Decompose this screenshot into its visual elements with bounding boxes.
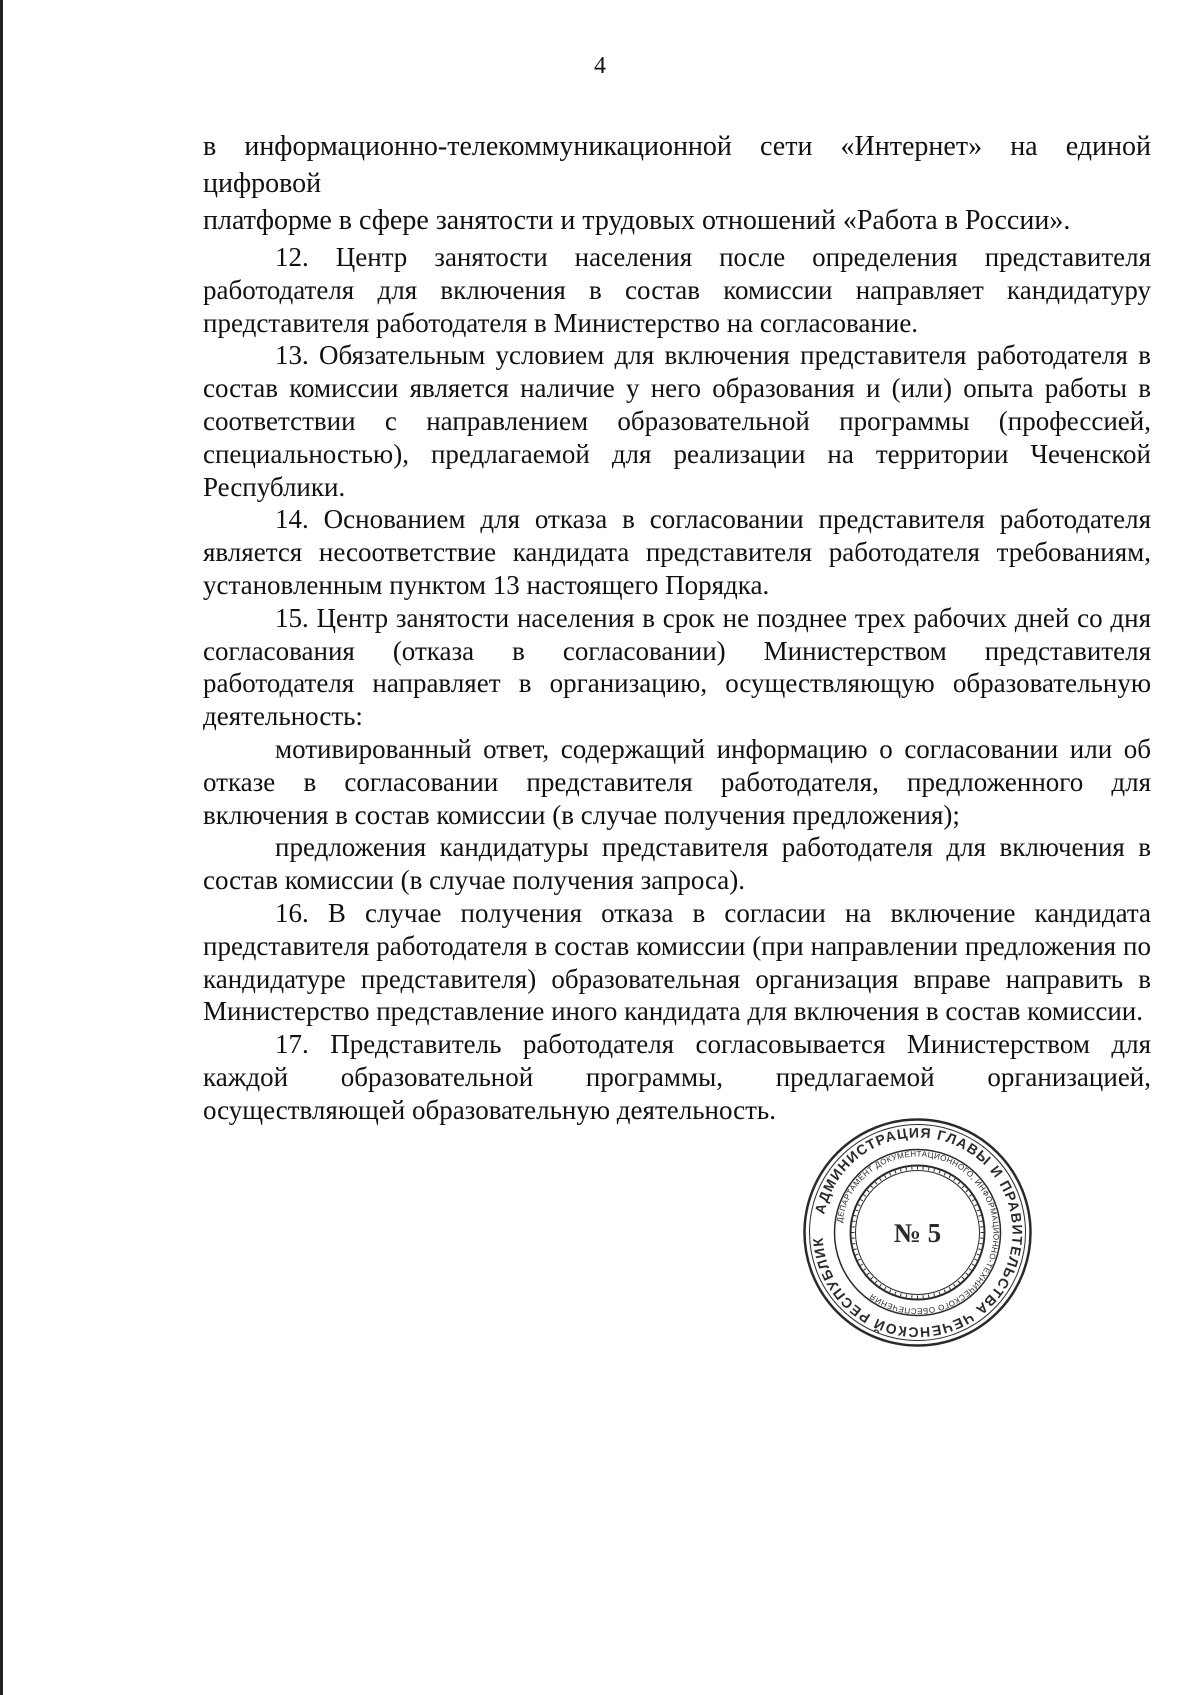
paragraph-14: 14. Основанием для отказа в согласовании представителя работодателя является несоответствие кандидата представителя работодателя требованиям, установленным пунктом 13 настоящего Порядка. (203, 504, 1151, 600)
seal-outer-text: АДМИНИСТРАЦИЯ ГЛАВЫ И ПРАВИТЕЛЬСТВА ЧЕЧЕНСКОЙ РЕСПУБЛИК (809, 1124, 1026, 1341)
paragraph-continuation-2: платформе в сфере занятости и трудовых отношений «Работа в России». (203, 205, 1071, 236)
paragraph-16: 16. В случае получения отказа в согласии на включение кандидата представителя работодателя в состав комиссии (при направлении предложения по кандидатуре представителя) образовательная организация вправе направить в Министерство представление иного кандидата для включения в состав комиссии. (203, 897, 1151, 1027)
paragraph-15: 15. Центр занятости населения в срок не позднее трех рабочих дней со дня согласования (отказа в согласовании) Министерством представителя работодателя направляет в организацию, осуществляющую образовательную деятельность: (203, 602, 1151, 732)
seal-center-number: № 5 (893, 1218, 942, 1248)
paragraph-15-item-2: предложения кандидатуры представителя работодателя для включения в состав комиссии (в случае получения запроса). (203, 832, 1151, 896)
seal-inner-text: ДЕПАРТАМЕНТ ДОКУМЕНТАЦИОННОГО, ИНФОРМАЦИОННО-ТЕХНИЧЕСКОГО ОБЕСПЕЧЕНИЯ (835, 1149, 1001, 1316)
paragraph-15-item-1: мотивированный ответ, содержащий информацию о согласовании или об отказе в согласовании представителя работодателя, предложенного для включения в состав комиссии (в случае получения предложения); (203, 733, 1151, 830)
scan-edge (0, 0, 3, 1695)
official-seal (800, 1115, 1035, 1350)
paragraph-13: 13. Обязательным условием для включения представителя работодателя в состав комиссии является наличие у него образования и (или) опыта работы в соответствии с направлением образовательной программы (профессией, специальностью), предлагаемой для реализации на территории Чеченской Республики. (203, 340, 1151, 502)
paragraph-17: 17. Представитель работодателя согласовывается Министерством для каждой образовательной программы, предлагаемой организацией, осуществляющей образовательную деятельность. (203, 1029, 1151, 1125)
paragraph-12: 12. Центр занятости населения после определения представителя работодателя для включения в состав комиссии направляет кандидатуру представителя работодателя в Министерство на согласование. (203, 242, 1151, 338)
document-body (203, 128, 1151, 1127)
seal-graphic (800, 1115, 1035, 1350)
paragraph-continuation-1: в информационно-телекоммуникационной сети «Интернет» на единой цифровой (203, 131, 1151, 199)
page-number: 4 (594, 53, 606, 79)
